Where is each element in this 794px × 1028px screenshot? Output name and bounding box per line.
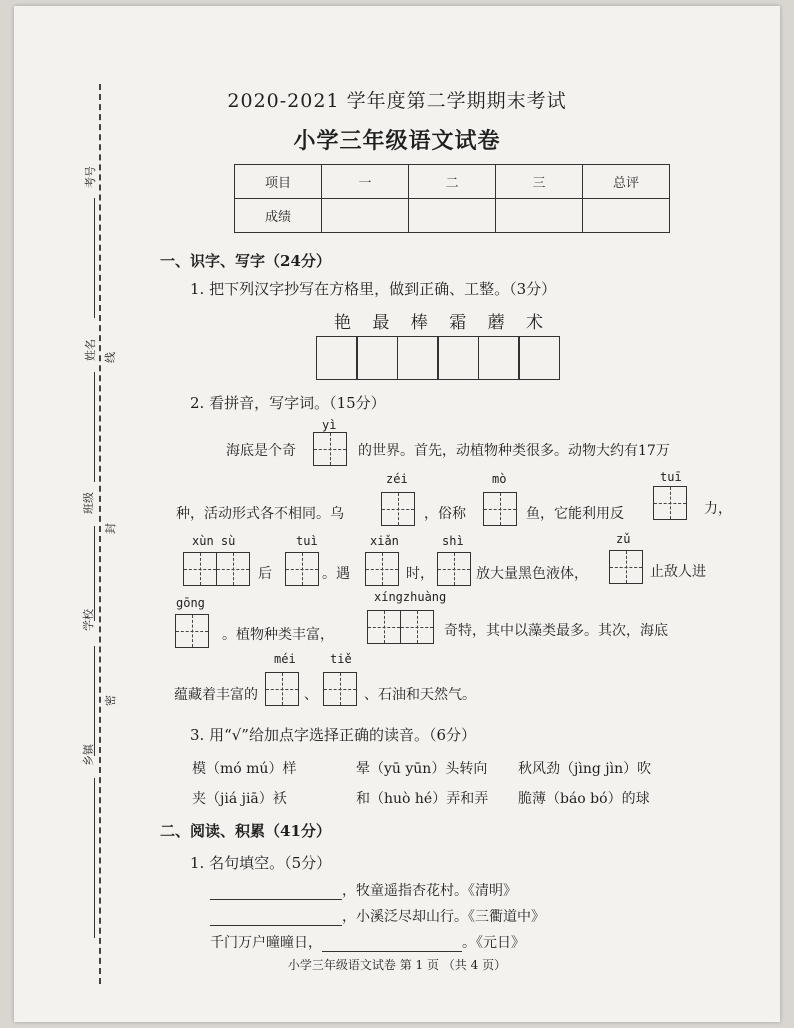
tianzi-grid[interactable] [366,552,399,586]
cut-word-xian: 线 [104,352,117,363]
cut-word-mi: 密 [104,695,117,706]
q1-characters: 艳 最 棒 霜 蘑 术 [334,313,552,333]
pinyin: tiě [330,652,352,666]
score-input-cell[interactable] [409,199,496,233]
binding-dashed-line [99,84,101,984]
score-cell: 二 [409,165,496,199]
label-name: 姓名 [84,339,97,361]
passage-text: 后 [258,566,272,582]
tianzi-grid-double[interactable] [368,610,434,644]
score-cell: 一 [322,165,409,199]
copy-box[interactable] [397,336,439,380]
poem-line [210,880,517,900]
q1-prompt: 1. 把下列汉字抄写在方格里，做到正确、工整。（3分） [190,280,557,298]
tianzi-grid[interactable] [654,486,687,520]
q3-item[interactable]: 和（huò hé）弄和弄 [356,791,489,807]
label-class: 班级 [82,492,95,514]
label-underline [94,198,95,318]
pinyin: xiǎn [370,534,399,548]
passage-text: 蕴藏着丰富的 [174,687,258,703]
score-input-cell[interactable] [496,199,583,233]
label-school: 学校 [82,609,95,631]
label-underline [94,372,95,482]
passage-text: ，俗称 [424,506,466,522]
copy-box[interactable] [316,336,358,380]
poem-text: ，牧童遥指杏花村。《清明》 [342,883,517,899]
q3-prompt: 3. 用“√”给加点字选择正确的读音。（6分） [190,726,477,744]
exam-title: 2020-2021 学年度第二学期期末考试 [227,90,567,112]
score-cell: 项目 [235,165,322,199]
section2-heading: 二、阅读、积累（41分） [160,822,331,840]
label-underline [94,646,95,756]
q3-item[interactable]: 模（mó mú）样 [192,761,297,777]
score-table-row [235,199,670,233]
poem-text: 。《元日》 [462,935,525,951]
passage-text: 。植物种类丰富， [222,627,334,643]
pinyin: mò [492,472,507,486]
cut-word-feng: 封 [104,523,117,534]
copy-box[interactable] [478,336,520,380]
exam-paper [14,6,780,1022]
q3-item[interactable]: 夹（jiá jiā）袄 [192,791,287,807]
tianzi-grid[interactable] [382,492,415,526]
tianzi-grid[interactable] [438,552,471,586]
poem-blank[interactable] [322,951,462,952]
passage-text: 。遇 [322,566,350,582]
passage-text: 止敌人进 [650,564,706,580]
label-exam-number: 考号 [84,166,97,188]
tianzi-grid-double[interactable] [184,552,250,586]
passage-text: 的世界。首先，动植物种类很多。动物大约有17万 [358,443,670,459]
passage-text: 鱼，它能利用反 [526,506,624,522]
passage-text: 奇特，其中以藻类最多。其次，海底 [444,623,668,639]
passage-text: 海底是个奇 [226,443,296,459]
exam-subtitle: 小学三年级语文试卷 [293,128,501,154]
q3-item[interactable]: 脆薄（báo bó）的球 [518,791,650,807]
pinyin: méi [274,652,296,666]
pinyin: tuì [296,534,318,548]
poem-line [210,906,545,926]
poem-blank[interactable] [210,899,342,900]
pinyin: tuī [660,470,682,484]
q2-prompt: 2. 看拼音，写字词。（15分） [190,394,386,412]
passage-text: 放大量黑色液体， [476,566,588,582]
pinyin: zéi [386,472,408,486]
poem-blank[interactable] [210,925,342,926]
poem-text: 千门万户曈曈日， [210,935,322,951]
tianzi-grid[interactable] [484,492,517,526]
q3-item[interactable]: 秋风劲（jìng jìn）吹 [518,761,652,777]
q1-copy-boxes [317,336,560,380]
pinyin: yì [322,418,337,432]
passage-text: 力， [704,501,732,517]
tianzi-grid[interactable] [610,550,643,584]
copy-box[interactable] [356,336,398,380]
s2-q1-prompt: 1. 名句填空。（5分） [190,854,332,872]
tianzi-grid[interactable] [314,432,347,466]
tianzi-grid[interactable] [324,672,357,706]
section1-heading: 一、识字、写字（24分） [160,252,331,270]
score-table-row [235,165,670,199]
pinyin: xùn sù [192,534,236,548]
score-cell: 总评 [583,165,670,199]
poem-line [210,932,525,952]
label-underline [94,526,95,621]
q3-item[interactable]: 晕（yū yūn）头转向 [356,761,488,777]
score-input-cell[interactable] [583,199,670,233]
passage-text: 、石油和天然气。 [364,687,476,703]
score-cell: 成绩 [235,199,322,233]
score-table [234,164,670,233]
poem-text: ，小溪泛尽却山行。《三衢道中》 [342,909,545,925]
score-input-cell[interactable] [322,199,409,233]
pinyin: zǔ [616,532,631,546]
passage-text: 种，活动形式各不相同。乌 [176,506,344,522]
tianzi-grid[interactable] [266,672,299,706]
tianzi-grid[interactable] [286,552,319,586]
pinyin: xíngzhuàng [374,590,447,604]
passage-text: 、 [304,687,318,703]
tianzi-grid[interactable] [176,614,209,648]
copy-box[interactable] [518,336,560,380]
label-town: 乡镇 [82,744,95,766]
score-cell: 三 [496,165,583,199]
pinyin: gōng [176,596,205,610]
copy-box[interactable] [437,336,479,380]
passage-text: 时， [406,566,434,582]
pinyin: shì [442,534,464,548]
page-footer: 小学三年级语文试卷 第 1 页 （共 4 页） [287,958,507,972]
label-underline [94,778,95,938]
